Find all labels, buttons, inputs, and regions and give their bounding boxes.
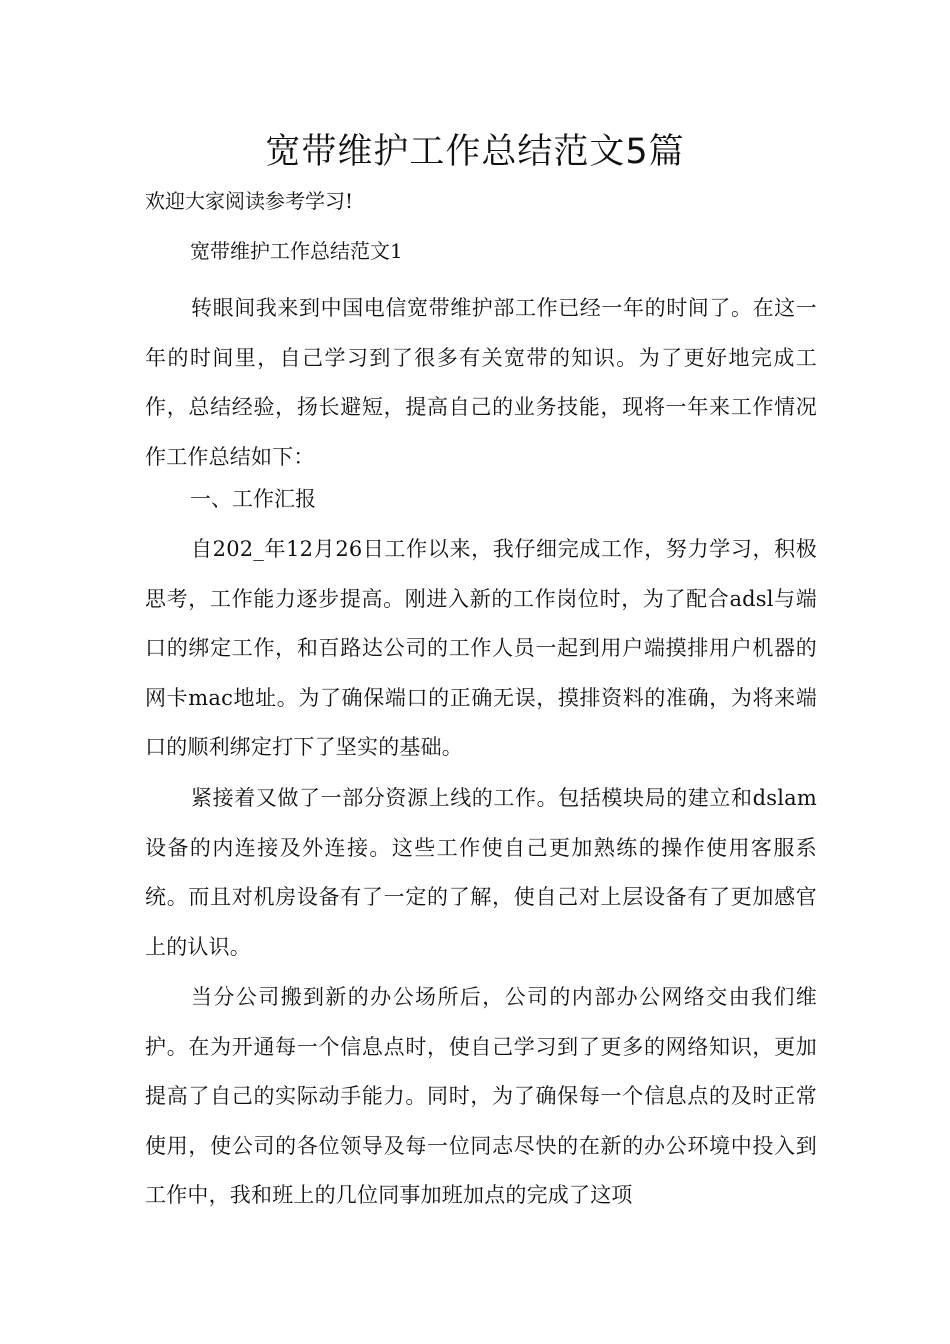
paragraph-work-report: 自202_年12月26日工作以来，我仔细完成工作，努力学习，积极思考，工作能力逐步提高。刚进入新的工作岗位时，为了配合adsl与端口的绑定工作，和百路达公司的工作人员一起到用户端摸排用户机器的网卡mac地址。为了确保端口的正确无误，摸排资料的准确，为将来端口的顺利绑定打下了坚实的基础。 bbox=[145, 537, 817, 760]
paragraph-office-network: 当分公司搬到新的办公场所后，公司的内部办公网络交由我们维护。在为开通每一个信息点时，使自己学习到了更多的网络知识，更加提高了自己的实际动手能力。同时，为了确保每一个信息点的及时正常使用，使公司的各位领导及每一位同志尽快的在新的办公环境中投入到工作中，我和班上的几位同事加班加点的完成了这项 bbox=[145, 985, 817, 1208]
document-title: 宽带维护工作总结范文5篇 bbox=[265, 132, 685, 172]
paragraph-resources: 紧接着又做了一部分资源上线的工作。包括模块局的建立和dslam设备的内连接及外连接。这些工作使自己更加熟练的操作使用客服系统。而且对机房设备有了一定的了解，使自己对上层设备有了更加感官上的认识。 bbox=[145, 786, 817, 959]
article-subtitle: 宽带维护工作总结范文1 bbox=[190, 239, 403, 263]
paragraph-intro: 转眼间我来到中国电信宽带维护部工作已经一年的时间了。在这一年的时间里，自己学习到了很多有关宽带的知识。为了更好地完成工作，总结经验，扬长避短，提高自己的业务技能，现将一年来工作情况作工作总结如下： bbox=[145, 296, 817, 469]
welcome-line: 欢迎大家阅读参考学习! bbox=[145, 189, 354, 213]
section-heading: 一、工作汇报 bbox=[190, 487, 316, 511]
